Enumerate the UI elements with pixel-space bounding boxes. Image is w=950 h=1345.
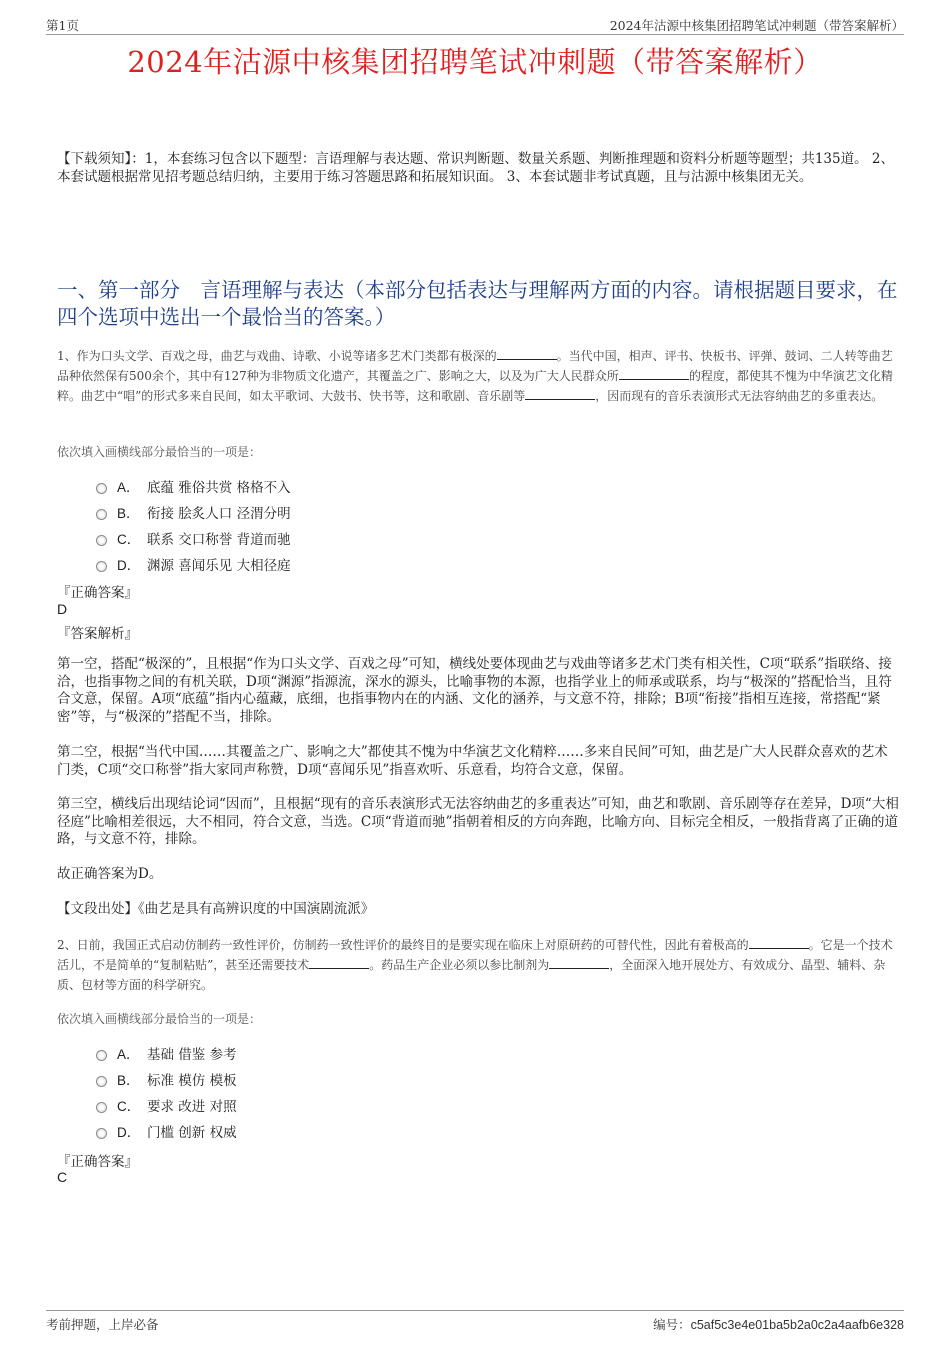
- question-1-option-b[interactable]: B． 衔接 脍炙人口 泾渭分明: [96, 502, 291, 522]
- radio-icon[interactable]: [96, 509, 107, 520]
- question-2-text: 2、日前，我国正式启动仿制药一致性评价，仿制药一致性评价的最终目的是要实现在临床上对原研药的可替代性，因此有着极高的 。它是一个技术活儿，不是简单的“复制粘贴”，甚至还需要技术 。药品生产企业必须以参比制剂为 ，全面深入地开展处方、有效成分、晶型、辅料、杂质、包材等方面的科学研究。: [57, 938, 893, 992]
- radio-icon[interactable]: [96, 483, 107, 494]
- fill-blank: [749, 936, 809, 949]
- page-footer: [46, 1310, 904, 1333]
- analysis-paragraph: 第一空，搭配“极深的”，且根据“作为口头文学、百戏之母”可知，横线处要体现曲艺与戏曲等诸多艺术门类有相关性，C项“联系”指联络、接洽，也指事物之间的有机关联，D项“渊源”指源流，深水的源头，比喻事物的本源，也指学业上的师承或联系，均与“极深的”搭配恰当，且符合文意，保留。A项“底蕴”指内心蕴藏，底细，也指事物内在的内涵、文化的涵养，与文意不符，排除；B项“衔接”指相互连接，常搭配“紧密”等，与“极深的”搭配不当，排除。: [57, 656, 892, 725]
- question-2-option-c[interactable]: C． 要求 改进 对照: [96, 1095, 237, 1115]
- question-1-option-c[interactable]: C． 联系 交口称誉 背道而驰: [96, 528, 291, 548]
- question-1-option-d[interactable]: D． 渊源 喜闻乐见 大相径庭: [96, 554, 291, 574]
- analysis-paragraph: 第三空，横线后出现结论词“因而”，且根据“现有的音乐表演形式无法容纳曲艺的多重表达”可知，曲艺和歌剧、音乐剧等存在差异，D项“大相径庭”比喻相差很远，大不相同，符合文意，当选。C项“背道而驰”指朝着相反的方向奔跑，比喻方向、目标完全相反，一般指背离了正确的道路，与文意不符，排除。: [57, 796, 899, 847]
- question-2-answer: C: [57, 1169, 68, 1185]
- analysis-conclusion: 故正确答案为D。: [57, 866, 163, 882]
- question-2-option-a[interactable]: A． 基础 借鉴 参考: [96, 1043, 237, 1063]
- header-doc-title: 2024年沽源中核集团招聘笔试冲刺题（带答案解析）: [609, 18, 904, 33]
- question-1-answer-label: 『正确答案』: [57, 585, 138, 601]
- fill-blank: [549, 956, 609, 969]
- question-1-analysis-label: 『答案解析』: [57, 626, 138, 642]
- footer-slogan: 考前押题，上岸必备: [46, 1317, 159, 1332]
- question-2-option-d[interactable]: D． 门槛 创新 权威: [96, 1121, 237, 1141]
- fill-blank: [619, 367, 689, 380]
- question-1-prompt: 依次填入画横线部分最恰当的一项是：: [57, 445, 262, 459]
- section-heading: 一、第一部分 言语理解与表达（本部分包括表达与理解两方面的内容。请根据题目要求，在四个选项中选出一个最恰当的答案。）: [57, 278, 898, 329]
- question-1-option-a[interactable]: A． 底蕴 雅俗共赏 格格不入: [96, 476, 291, 496]
- document-id: 编号：c5af5c3e4e01ba5b2a0c2a4aafb6e328: [653, 1318, 904, 1332]
- source-citation: 【文段出处】《曲艺是具有高辨识度的中国演剧流派》: [57, 901, 375, 917]
- radio-icon[interactable]: [96, 1050, 107, 1061]
- page-header: [46, 14, 904, 35]
- radio-icon[interactable]: [96, 1128, 107, 1139]
- question-2-option-b[interactable]: B． 标准 模仿 模板: [96, 1069, 237, 1089]
- analysis-paragraph: 第二空，根据“当代中国……其覆盖之广、影响之大”都使其不愧为中华演艺文化精粹……多来自民间”可知，曲艺是广大人民群众喜欢的艺术门类，C项“交口称誉”指大家同声称赞，D项“喜闻乐见”指喜欢听、乐意看，均符合文意，保留。: [57, 744, 888, 778]
- fill-blank: [497, 347, 557, 360]
- page-number: 第1页: [46, 18, 79, 33]
- question-2-answer-label: 『正确答案』: [57, 1154, 138, 1170]
- radio-icon[interactable]: [96, 561, 107, 572]
- fill-blank: [525, 387, 595, 400]
- radio-icon[interactable]: [96, 1076, 107, 1087]
- download-notice: 【下载须知】：1，本套练习包含以下题型：言语理解与表达题、常识判断题、数量关系题、判断推理题和资料分析题等题型；共135道。 2、本套试题根据常见招考题总结归纳，主要用于练习答题思路和拓展知识面。 3、本套试题非考试真题，且与沽源中核集团无关。: [57, 151, 894, 185]
- radio-icon[interactable]: [96, 1102, 107, 1113]
- question-1-text: 1、作为口头文学、百戏之母，曲艺与戏曲、诗歌、小说等诸多艺术门类都有极深的 。当代中国，相声、评书、快板书、评弹、鼓词、二人转等曲艺品种依然保有500余个，其中有127种为非物质文化遗产，其覆盖之广、影响之大，以及为广大人民群众所 的程度，都使其不愧为中华演艺文化精粹。曲艺中“唱”的形式多来自民间，如太平歌词、大鼓书、快书等，这和歌剧、音乐剧等 ，因而现有的音乐表演形式无法容纳曲艺的多重表达。: [57, 349, 893, 403]
- fill-blank: [309, 956, 369, 969]
- radio-icon[interactable]: [96, 535, 107, 546]
- document-title: 2024年沽源中核集团招聘笔试冲刺题（带答案解析）: [127, 45, 823, 79]
- question-2-prompt: 依次填入画横线部分最恰当的一项是：: [57, 1012, 262, 1026]
- question-1-answer: D: [57, 601, 68, 617]
